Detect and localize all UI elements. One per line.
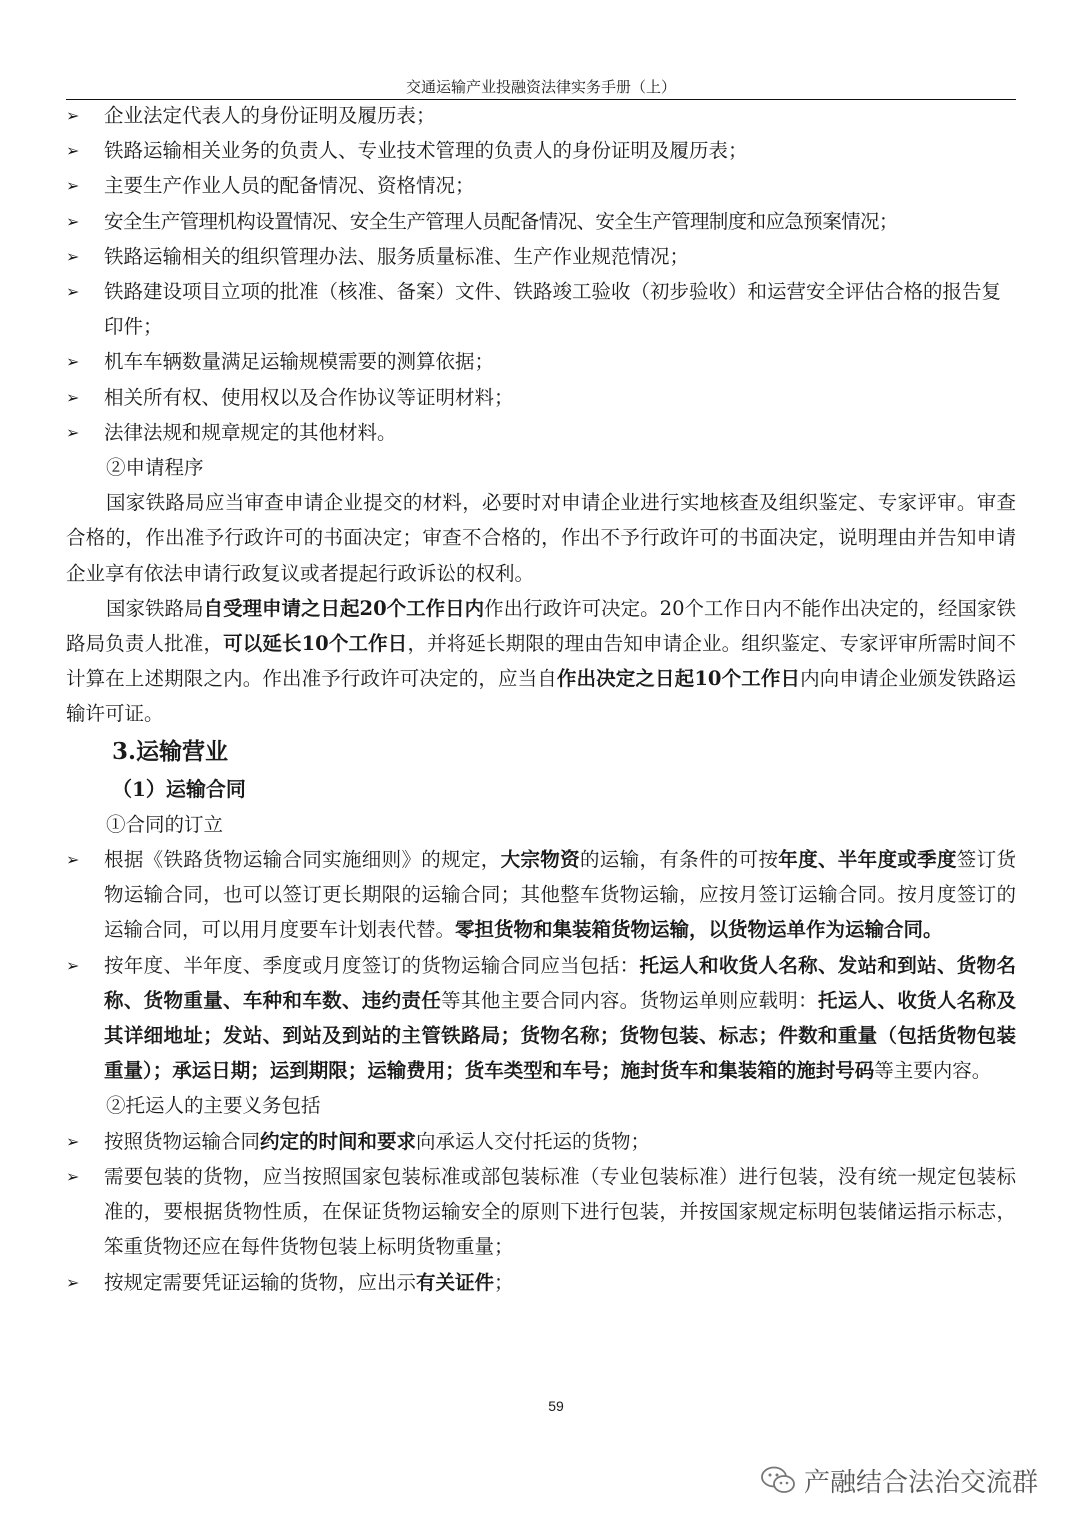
arrow-bullet-icon: ➢ bbox=[66, 850, 80, 870]
subheading-shipper-duties: ②托运人的主要义务包括 bbox=[106, 1094, 321, 1118]
list-item: ➢ 铁路建设项目立项的批准（核准、备案）文件、铁路竣工验收（初步验收）和运营安全评估合格的报告复印件； bbox=[66, 274, 1016, 344]
page-body bbox=[66, 98, 1016, 1300]
arrow-bullet-icon: ➢ bbox=[66, 1166, 80, 1186]
list-item: ➢ 铁路运输相关的组织管理办法、服务质量标准、生产作业规范情况； bbox=[66, 239, 1016, 274]
arrow-bullet-icon: ➢ bbox=[66, 246, 80, 266]
arrow-bullet-icon: ➢ bbox=[66, 352, 80, 372]
arrow-bullet-icon: ➢ bbox=[66, 282, 80, 302]
list-item: ➢ 铁路运输相关业务的负责人、专业技术管理的负责人的身份证明及履历表； bbox=[66, 133, 1016, 168]
arrow-bullet-icon: ➢ bbox=[66, 106, 80, 125]
list-item: ➢ 法律法规和规章规定的其他材料。 bbox=[66, 415, 1016, 450]
list-item: ➢ 安全生产管理机构设置情况、安全生产管理人员配备情况、安全生产管理制度和应急预案情况； bbox=[66, 204, 1016, 239]
paragraph-review: 国家铁路局应当审查申请企业提交的材料，必要时对申请企业进行实地核查及组织鉴定、专家评审。审查合格的，作出准予行政许可的书面决定；审查不合格的，作出不予行政许可的书面决定，说明理由并告知申请企业享有依法申请行政复议或者提起行政诉讼的权利。 bbox=[66, 491, 1016, 585]
subheading-contract-formation: ①合同的订立 bbox=[106, 812, 224, 836]
arrow-bullet-icon: ➢ bbox=[66, 422, 80, 442]
paragraph-deadline: 国家铁路局自受理申请之日起20个工作日内作出行政许可决定。20个工作日内不能作出决定的，经国家铁路局负责人批准，可以延长10个工作日，并将延长期限的理由告知申请企业。组织鉴定、专家评审所需时间不计算在上述期限之内。作出准予行政许可决定的，应当自作出决定之日起10个工作日内向申请企业颁发铁路运输许可证。 bbox=[66, 596, 1016, 726]
arrow-bullet-icon: ➢ bbox=[66, 387, 80, 407]
list-item: ➢ 根据《铁路货物运输合同实施细则》的规定，大宗物资的运输，有条件的可按年度、半年度或季度签订货物运输合同，也可以签订更长期限的运输合同；其他整车货物运输，应按月签订运输合同。按月度签订的运输合同，可以用月度要车计划表代替。零担货物和集装箱货物运输，以货物运单作为运输合同。 bbox=[66, 842, 1016, 948]
page-number: 59 bbox=[548, 1398, 564, 1414]
watermark-text: 产融结合法治交流群 bbox=[804, 1467, 1039, 1498]
list-item: ➢ 主要生产作业人员的配备情况、资格情况； bbox=[66, 168, 1016, 203]
list-item: ➢ 相关所有权、使用权以及合作协议等证明材料； bbox=[66, 380, 1016, 415]
running-header: 交通运输产业投融资法律实务手册（上） bbox=[66, 76, 1016, 100]
arrow-bullet-icon: ➢ bbox=[66, 1272, 80, 1292]
subheading-procedure: ②申请程序 bbox=[106, 456, 204, 480]
subsection-heading: （1）运输合同 bbox=[112, 776, 246, 801]
arrow-bullet-icon: ➢ bbox=[66, 141, 80, 161]
list-item: ➢ 按照货物运输合同约定的时间和要求向承运人交付托运的货物； bbox=[66, 1124, 1016, 1159]
arrow-bullet-icon: ➢ bbox=[66, 176, 80, 196]
arrow-bullet-icon: ➢ bbox=[66, 955, 80, 975]
wechat-icon bbox=[760, 1465, 796, 1495]
arrow-bullet-icon: ➢ bbox=[66, 211, 80, 231]
list-item: ➢ 需要包装的货物，应当按照国家包装标准或部包装标准（专业包装标准）进行包装，没有统一规定包装标准的，要根据货物性质，在保证货物运输安全的原则下进行包装，并按国家规定标明包装储运指示标志，笨重货物还应在每件货物包装上标明货物重量； bbox=[66, 1159, 1016, 1265]
materials-list bbox=[66, 98, 1016, 450]
watermark bbox=[760, 1460, 1038, 1500]
section-heading: 3.运输营业 bbox=[112, 737, 229, 765]
list-item: ➢ 企业法定代表人的身份证明及履历表； bbox=[66, 98, 1016, 133]
list-item: ➢ 按年度、半年度、季度或月度签订的货物运输合同应当包括：托运人和收货人名称、发站和到站、货物名称、货物重量、车种和车数、违约责任等其他主要合同内容。货物运单则应载明：托运人、收货人名称及其详细地址；发站、到站及到站的主管铁路局；货物名称；货物包装、标志；件数和重量（包括货物包装重量）；承运日期；运到期限；运输费用；货车类型和车号；施封货车和集装箱的施封号码等主要内容。 bbox=[66, 948, 1016, 1089]
list-item: ➢ 机车车辆数量满足运输规模需要的测算依据； bbox=[66, 344, 1016, 379]
arrow-bullet-icon: ➢ bbox=[66, 1131, 80, 1151]
list-item: ➢ 按规定需要凭证运输的货物，应出示有关证件； bbox=[66, 1265, 1016, 1300]
